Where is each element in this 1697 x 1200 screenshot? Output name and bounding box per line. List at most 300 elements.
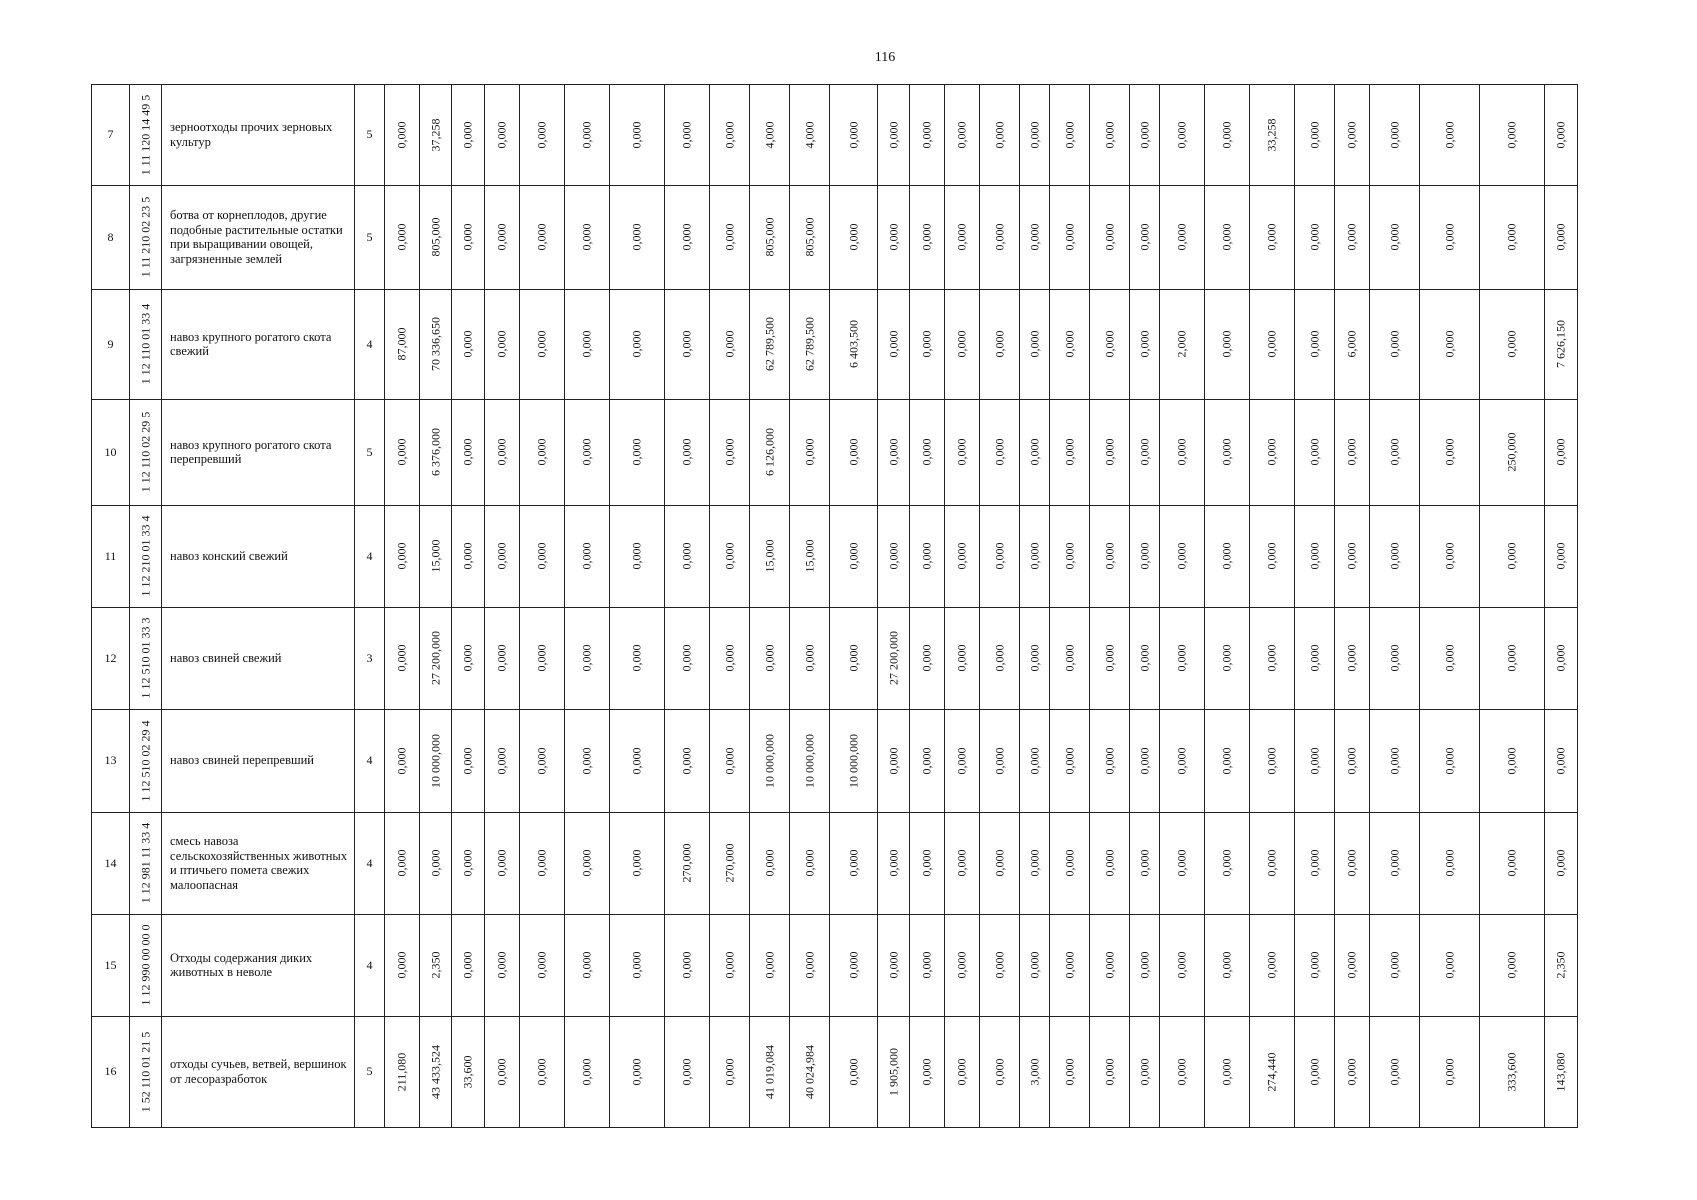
value: 0,000 — [579, 223, 594, 251]
value: 0,000 — [1504, 747, 1519, 774]
waste-code-cell — [130, 185, 162, 289]
value: 0,000 — [1102, 438, 1116, 466]
value: 0,000 — [1553, 542, 1568, 570]
value: 0,000 — [1137, 121, 1151, 148]
value: 0,000 — [534, 330, 549, 358]
waste-name-cell — [162, 399, 355, 505]
value-cell — [610, 505, 665, 607]
value: 0,000 — [1174, 644, 1189, 672]
value: 0,000 — [1504, 951, 1519, 979]
waste-name: смесь навоза сельскохозяйственных животных и птичьего помета свежих малоопасная — [170, 834, 348, 892]
value-cell — [945, 289, 980, 399]
value-cell — [1295, 1016, 1335, 1127]
waste-code: 1 12 981 11 33 4 — [138, 822, 152, 904]
value: 0,000 — [919, 223, 934, 251]
value: 0,000 — [679, 1058, 694, 1085]
value: 0,000 — [1387, 644, 1401, 672]
value-cell — [1295, 812, 1335, 914]
value: 0,000 — [1062, 330, 1076, 358]
value-cell — [910, 812, 945, 914]
hazard-class-cell — [355, 607, 385, 709]
value-cell — [830, 914, 878, 1016]
value: 0,000 — [1137, 438, 1151, 466]
value: 0,000 — [1442, 223, 1456, 251]
value: 0,000 — [1307, 849, 1321, 877]
value-cell — [485, 289, 520, 399]
value-cell — [1205, 84, 1250, 185]
value: 0,000 — [846, 951, 860, 979]
value-cell — [980, 505, 1020, 607]
value: 0,000 — [1442, 747, 1456, 774]
value-cell — [710, 709, 750, 812]
value: 0,000 — [1344, 542, 1359, 570]
value: 0,000 — [394, 223, 409, 251]
value: 0,000 — [629, 542, 644, 570]
table-row — [0, 709, 1697, 812]
value: 0,000 — [992, 121, 1006, 148]
value: 0,000 — [722, 951, 736, 979]
value: 0,000 — [846, 542, 860, 570]
value-cell — [1050, 84, 1090, 185]
table-row — [0, 812, 1697, 914]
value: 0,000 — [494, 223, 509, 251]
value-cell — [485, 84, 520, 185]
value: 0,000 — [992, 849, 1006, 877]
table-row — [0, 399, 1697, 505]
value-cell — [485, 399, 520, 505]
value-cell — [1160, 607, 1205, 709]
row-number: 13 — [104, 753, 117, 767]
hazard-class: 4 — [366, 753, 373, 767]
value: 2,000 — [1174, 330, 1189, 358]
value: 805,000 — [802, 217, 816, 257]
value-cell — [1335, 399, 1370, 505]
value-cell — [945, 709, 980, 812]
value-cell — [420, 607, 452, 709]
value: 0,000 — [1219, 223, 1234, 251]
value-cell — [750, 812, 790, 914]
value-cell — [1250, 1016, 1295, 1127]
value-cell — [520, 709, 565, 812]
value-cell — [665, 709, 710, 812]
value: 0,000 — [886, 542, 900, 570]
value-cell — [1160, 505, 1205, 607]
value-cell — [420, 812, 452, 914]
value-cell — [420, 505, 452, 607]
value: 0,000 — [954, 542, 969, 570]
value-cell — [385, 84, 420, 185]
value: 0,000 — [1102, 849, 1116, 877]
value: 0,000 — [460, 951, 475, 979]
value-cell — [420, 914, 452, 1016]
value-cell — [710, 1016, 750, 1127]
value-cell — [1250, 84, 1295, 185]
value: 333,600 — [1504, 1052, 1519, 1091]
value-cell — [710, 289, 750, 399]
value-cell — [665, 914, 710, 1016]
value-cell — [945, 914, 980, 1016]
value: 0,000 — [954, 951, 969, 979]
value: 0,000 — [1219, 644, 1234, 672]
value: 143,080 — [1553, 1052, 1568, 1091]
row-number-cell — [91, 607, 130, 709]
value: 0,000 — [1442, 121, 1456, 148]
value-cell — [945, 812, 980, 914]
value-cell — [1130, 185, 1160, 289]
value-cell — [1545, 914, 1578, 1016]
value: 0,000 — [1219, 849, 1234, 877]
value-cell — [980, 607, 1020, 709]
value-cell — [878, 1016, 910, 1127]
value-cell — [1050, 185, 1090, 289]
value: 0,000 — [679, 644, 694, 672]
value: 6,000 — [1344, 330, 1359, 358]
value-cell — [520, 399, 565, 505]
value: 0,000 — [1264, 542, 1279, 570]
value-cell — [830, 812, 878, 914]
value: 87,000 — [394, 327, 409, 361]
value: 0,000 — [534, 644, 549, 672]
value: 0,000 — [1307, 542, 1321, 570]
value-cell — [1295, 505, 1335, 607]
value: 0,000 — [1062, 223, 1076, 251]
value-cell — [1205, 399, 1250, 505]
waste-name-cell — [162, 812, 355, 914]
value-cell — [520, 84, 565, 185]
value-cell — [790, 914, 830, 1016]
value: 0,000 — [1344, 223, 1359, 251]
value-cell — [1295, 914, 1335, 1016]
value-cell — [452, 812, 485, 914]
value-cell — [910, 914, 945, 1016]
value: 10 000,000 — [846, 733, 860, 788]
waste-code-cell — [130, 914, 162, 1016]
value: 0,000 — [1174, 542, 1189, 570]
value-cell — [1130, 709, 1160, 812]
waste-code: 1 12 990 00 00 0 — [138, 924, 152, 1006]
value: 0,000 — [1387, 438, 1401, 466]
value: 6 376,000 — [428, 428, 442, 476]
value: 0,000 — [954, 747, 969, 774]
value-cell — [1480, 914, 1545, 1016]
value-cell — [750, 709, 790, 812]
value-cell — [980, 709, 1020, 812]
value-cell — [945, 1016, 980, 1127]
value-cell — [750, 289, 790, 399]
value: 0,000 — [1027, 223, 1041, 251]
value: 0,000 — [919, 542, 934, 570]
table-row — [0, 505, 1697, 607]
value: 0,000 — [1264, 223, 1279, 251]
value-cell — [1370, 185, 1420, 289]
value: 0,000 — [992, 223, 1006, 251]
value: 0,000 — [1442, 542, 1456, 570]
value-cell — [790, 607, 830, 709]
value-cell — [610, 709, 665, 812]
value-cell — [665, 399, 710, 505]
row-number: 11 — [104, 548, 117, 563]
value-cell — [790, 185, 830, 289]
value-cell — [980, 185, 1020, 289]
value-cell — [1545, 289, 1578, 399]
value-cell — [750, 914, 790, 1016]
value-cell — [1370, 84, 1420, 185]
value-cell — [1160, 812, 1205, 914]
value-cell — [565, 399, 610, 505]
value-cell — [385, 812, 420, 914]
value-cell — [710, 607, 750, 709]
value: 0,000 — [1137, 951, 1151, 979]
table-row — [0, 289, 1697, 399]
row-number-cell — [91, 709, 130, 812]
waste-code: 1 12 510 01 33 3 — [138, 617, 152, 699]
value-cell — [520, 812, 565, 914]
value: 41 019,084 — [762, 1044, 776, 1099]
value: 0,000 — [722, 644, 736, 672]
value: 0,000 — [679, 223, 694, 251]
value: 0,000 — [1264, 951, 1279, 979]
value: 0,000 — [722, 747, 736, 774]
value: 0,000 — [1062, 438, 1076, 466]
value: 0,000 — [1027, 438, 1041, 466]
value: 0,000 — [460, 644, 475, 672]
value: 0,000 — [629, 644, 644, 672]
value: 0,000 — [394, 644, 409, 672]
value: 0,000 — [919, 644, 934, 672]
value-cell — [452, 185, 485, 289]
value: 0,000 — [1307, 1058, 1321, 1085]
waste-name: отходы сучьев, ветвей, вершинок от лесоразработок — [170, 1057, 347, 1086]
value: 0,000 — [579, 849, 594, 877]
value: 0,000 — [886, 438, 900, 466]
hazard-class-cell — [355, 185, 385, 289]
value-cell — [485, 607, 520, 709]
value: 0,000 — [919, 951, 934, 979]
hazard-class-cell — [355, 709, 385, 812]
value: 0,000 — [1387, 330, 1401, 358]
value: 0,000 — [679, 951, 694, 979]
value: 0,000 — [722, 1058, 736, 1085]
row-rule — [91, 1127, 1578, 1128]
value-cell — [1420, 914, 1480, 1016]
value: 0,000 — [919, 747, 934, 774]
value-cell — [1090, 289, 1130, 399]
value: 70 336,650 — [428, 317, 442, 371]
value-cell — [790, 84, 830, 185]
value: 0,000 — [494, 849, 509, 877]
value-cell — [1130, 84, 1160, 185]
value: 0,000 — [1027, 951, 1041, 979]
value-cell — [610, 84, 665, 185]
value: 0,000 — [629, 951, 644, 979]
waste-name-cell — [162, 505, 355, 607]
value: 0,000 — [992, 951, 1006, 979]
value: 0,000 — [1504, 849, 1519, 877]
value: 0,000 — [629, 1058, 644, 1085]
value: 0,000 — [579, 1058, 594, 1085]
value-cell — [1090, 607, 1130, 709]
value-cell — [830, 1016, 878, 1127]
value: 0,000 — [1504, 330, 1519, 358]
value-cell — [1090, 914, 1130, 1016]
value-cell — [1370, 289, 1420, 399]
value: 0,000 — [1387, 849, 1401, 877]
value-cell — [830, 399, 878, 505]
value-cell — [485, 1016, 520, 1127]
value-cell — [1250, 607, 1295, 709]
value-cell — [1545, 1016, 1578, 1127]
value-cell — [385, 289, 420, 399]
value: 0,000 — [1344, 1058, 1359, 1085]
value: 0,000 — [1387, 951, 1401, 979]
value: 0,000 — [679, 438, 694, 466]
value-cell — [1335, 84, 1370, 185]
value: 0,000 — [579, 644, 594, 672]
value: 0,000 — [992, 542, 1006, 570]
value: 33,600 — [460, 1055, 475, 1088]
value-cell — [1295, 399, 1335, 505]
value-cell — [385, 399, 420, 505]
value: 0,000 — [954, 1058, 969, 1085]
value-cell — [385, 505, 420, 607]
value-cell — [520, 289, 565, 399]
value: 27 200,000 — [886, 631, 900, 685]
value-cell — [1205, 185, 1250, 289]
value-cell — [452, 399, 485, 505]
value: 37,258 — [428, 118, 442, 151]
value-cell — [420, 709, 452, 812]
value-cell — [878, 812, 910, 914]
table-row — [0, 914, 1697, 1016]
value-cell — [790, 812, 830, 914]
value-cell — [878, 505, 910, 607]
waste-name-cell — [162, 914, 355, 1016]
value: 2,350 — [428, 951, 442, 979]
value-cell — [878, 185, 910, 289]
value-cell — [1545, 185, 1578, 289]
value: 4,000 — [802, 121, 816, 148]
value-cell — [1050, 289, 1090, 399]
value: 0,000 — [629, 438, 644, 466]
value: 0,000 — [494, 747, 509, 774]
value-cell — [420, 84, 452, 185]
value: 0,000 — [1504, 644, 1519, 672]
value: 0,000 — [1137, 644, 1151, 672]
value-cell — [1205, 812, 1250, 914]
waste-code: 1 12 110 01 33 4 — [138, 303, 152, 385]
value: 0,000 — [1102, 644, 1116, 672]
value-cell — [1160, 289, 1205, 399]
value: 4,000 — [762, 121, 776, 148]
value-cell — [1545, 812, 1578, 914]
value-cell — [1480, 607, 1545, 709]
value: 0,000 — [1219, 121, 1234, 148]
waste-code-cell — [130, 289, 162, 399]
value: 1 905,000 — [886, 1047, 900, 1096]
value-cell — [750, 185, 790, 289]
table-row — [0, 607, 1697, 709]
value: 0,000 — [802, 951, 816, 979]
value-cell — [1020, 709, 1050, 812]
value-cell — [565, 289, 610, 399]
value-cell — [790, 709, 830, 812]
value: 0,000 — [1553, 438, 1568, 466]
value: 6 403,500 — [846, 320, 860, 368]
value: 0,000 — [919, 121, 934, 148]
value-cell — [910, 505, 945, 607]
hazard-class: 4 — [366, 336, 373, 351]
value-cell — [1545, 399, 1578, 505]
value: 0,000 — [1387, 223, 1401, 251]
value: 0,000 — [1102, 747, 1116, 774]
value: 0,000 — [494, 951, 509, 979]
row-number-cell — [91, 914, 130, 1016]
value-cell — [790, 399, 830, 505]
value: 0,000 — [886, 223, 900, 251]
value: 0,000 — [1307, 330, 1321, 358]
value-cell — [1545, 607, 1578, 709]
value: 0,000 — [534, 542, 549, 570]
value-cell — [1250, 812, 1295, 914]
value: 0,000 — [394, 542, 409, 570]
value: 0,000 — [460, 438, 475, 466]
value-cell — [1020, 1016, 1050, 1127]
value-cell — [710, 399, 750, 505]
value: 0,000 — [1137, 542, 1151, 570]
value-cell — [750, 1016, 790, 1127]
value: 0,000 — [679, 121, 694, 148]
value: 0,000 — [954, 223, 969, 251]
waste-code-cell — [130, 1016, 162, 1127]
value-cell — [485, 812, 520, 914]
value-cell — [1020, 185, 1050, 289]
value: 0,000 — [494, 1058, 509, 1085]
value-cell — [710, 914, 750, 1016]
value-cell — [945, 84, 980, 185]
value-cell — [520, 914, 565, 1016]
value-cell — [1420, 1016, 1480, 1127]
value: 0,000 — [460, 330, 475, 358]
value: 0,000 — [579, 542, 594, 570]
value: 0,000 — [1307, 644, 1321, 672]
value-cell — [452, 289, 485, 399]
value-cell — [452, 505, 485, 607]
waste-name-cell — [162, 289, 355, 399]
hazard-class: 3 — [366, 650, 373, 665]
value: 270,000 — [679, 843, 694, 883]
value: 10 000,000 — [428, 733, 442, 788]
row-number-cell — [91, 84, 130, 185]
value-cell — [1295, 289, 1335, 399]
row-number: 8 — [107, 229, 114, 244]
value-cell — [790, 505, 830, 607]
value: 0,000 — [762, 644, 776, 672]
value: 0,000 — [494, 121, 509, 148]
value-cell — [1420, 709, 1480, 812]
value-cell — [1295, 607, 1335, 709]
value: 0,000 — [629, 849, 644, 877]
value: 0,000 — [534, 747, 549, 774]
value-cell — [1370, 505, 1420, 607]
value: 0,000 — [1062, 747, 1076, 774]
value-cell — [665, 84, 710, 185]
value: 0,000 — [494, 644, 509, 672]
value: 0,000 — [1102, 223, 1116, 251]
value: 15,000 — [762, 539, 776, 573]
waste-name: навоз крупного рогатого скота свежий — [170, 329, 332, 358]
value-cell — [878, 607, 910, 709]
value-cell — [1370, 399, 1420, 505]
